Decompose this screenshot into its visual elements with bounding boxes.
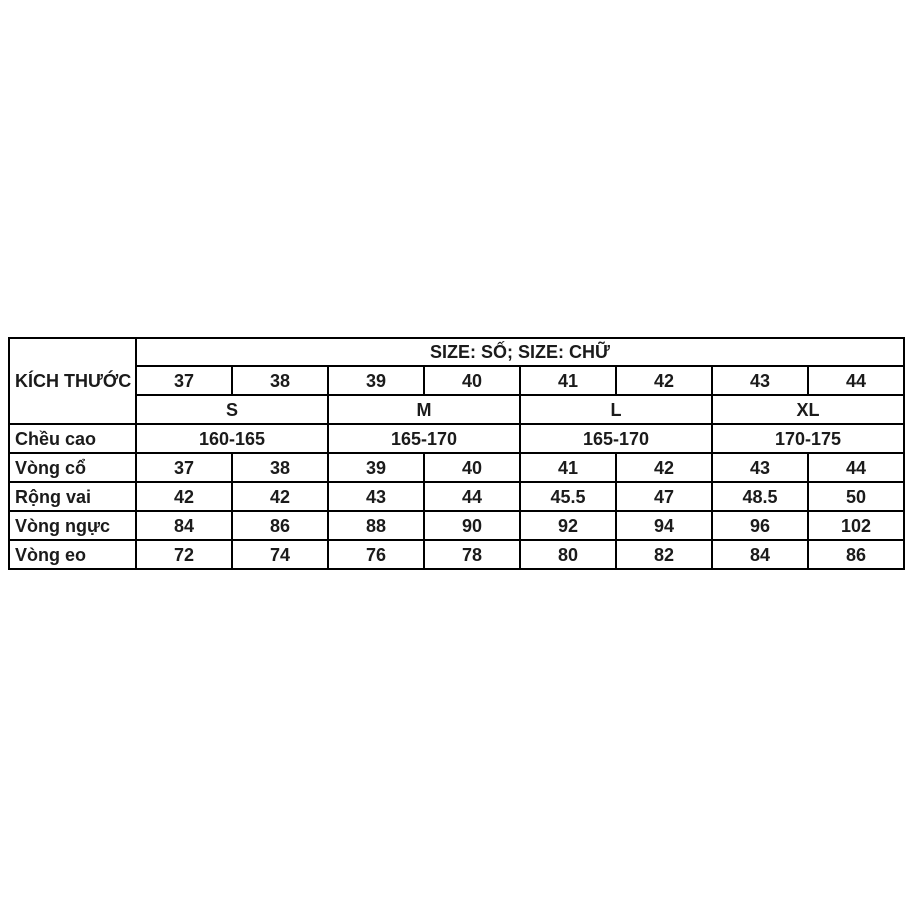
neck-value-cell: 39	[328, 453, 424, 482]
row-label: Vòng ngực	[9, 511, 136, 540]
shoulder-value-cell: 47	[616, 482, 712, 511]
numeric-size-cell: 39	[328, 366, 424, 395]
table-row-chest	[9, 511, 904, 540]
shoulder-value-cell: 50	[808, 482, 904, 511]
row-label: Rộng vai	[9, 482, 136, 511]
chest-value-cell: 102	[808, 511, 904, 540]
chest-value-cell: 88	[328, 511, 424, 540]
waist-value-cell: 86	[808, 540, 904, 569]
waist-value-cell: 76	[328, 540, 424, 569]
neck-value-cell: 42	[616, 453, 712, 482]
chest-value-cell: 96	[712, 511, 808, 540]
table-row-shoulder	[9, 482, 904, 511]
numeric-size-cell: 41	[520, 366, 616, 395]
row-label: Vòng cổ	[9, 453, 136, 482]
shoulder-value-cell: 44	[424, 482, 520, 511]
neck-value-cell: 38	[232, 453, 328, 482]
neck-value-cell: 41	[520, 453, 616, 482]
table-row-letter-sizes	[9, 395, 904, 424]
waist-value-cell: 82	[616, 540, 712, 569]
table-row-height	[9, 424, 904, 453]
numeric-size-cell: 42	[616, 366, 712, 395]
table-row-waist	[9, 540, 904, 569]
waist-value-cell: 72	[136, 540, 232, 569]
numeric-size-cell: 43	[712, 366, 808, 395]
size-chart-table	[8, 337, 905, 570]
numeric-size-cell: 37	[136, 366, 232, 395]
row-label: Chều cao	[9, 424, 136, 453]
waist-value-cell: 80	[520, 540, 616, 569]
chest-value-cell: 86	[232, 511, 328, 540]
height-value-cell: 165-170	[328, 424, 520, 453]
shoulder-value-cell: 48.5	[712, 482, 808, 511]
neck-value-cell: 44	[808, 453, 904, 482]
table-row-numeric-sizes	[9, 366, 904, 395]
table-row-neck	[9, 453, 904, 482]
letter-size-cell: L	[520, 395, 712, 424]
waist-value-cell: 84	[712, 540, 808, 569]
table-row-size-header	[9, 338, 904, 366]
row-label: Vòng eo	[9, 540, 136, 569]
numeric-size-cell: 38	[232, 366, 328, 395]
letter-size-cell: S	[136, 395, 328, 424]
neck-value-cell: 40	[424, 453, 520, 482]
height-value-cell: 165-170	[520, 424, 712, 453]
numeric-size-cell: 40	[424, 366, 520, 395]
corner-label: KÍCH THƯỚC	[9, 338, 136, 424]
numeric-size-cell: 44	[808, 366, 904, 395]
chest-value-cell: 92	[520, 511, 616, 540]
height-value-cell: 160-165	[136, 424, 328, 453]
chest-value-cell: 94	[616, 511, 712, 540]
shoulder-value-cell: 45.5	[520, 482, 616, 511]
neck-value-cell: 37	[136, 453, 232, 482]
chest-value-cell: 84	[136, 511, 232, 540]
waist-value-cell: 74	[232, 540, 328, 569]
height-value-cell: 170-175	[712, 424, 904, 453]
waist-value-cell: 78	[424, 540, 520, 569]
shoulder-value-cell: 42	[232, 482, 328, 511]
letter-size-cell: XL	[712, 395, 904, 424]
letter-size-cell: M	[328, 395, 520, 424]
size-header: SIZE: SỐ; SIZE: CHỮ	[136, 338, 904, 366]
neck-value-cell: 43	[712, 453, 808, 482]
shoulder-value-cell: 43	[328, 482, 424, 511]
shoulder-value-cell: 42	[136, 482, 232, 511]
chest-value-cell: 90	[424, 511, 520, 540]
